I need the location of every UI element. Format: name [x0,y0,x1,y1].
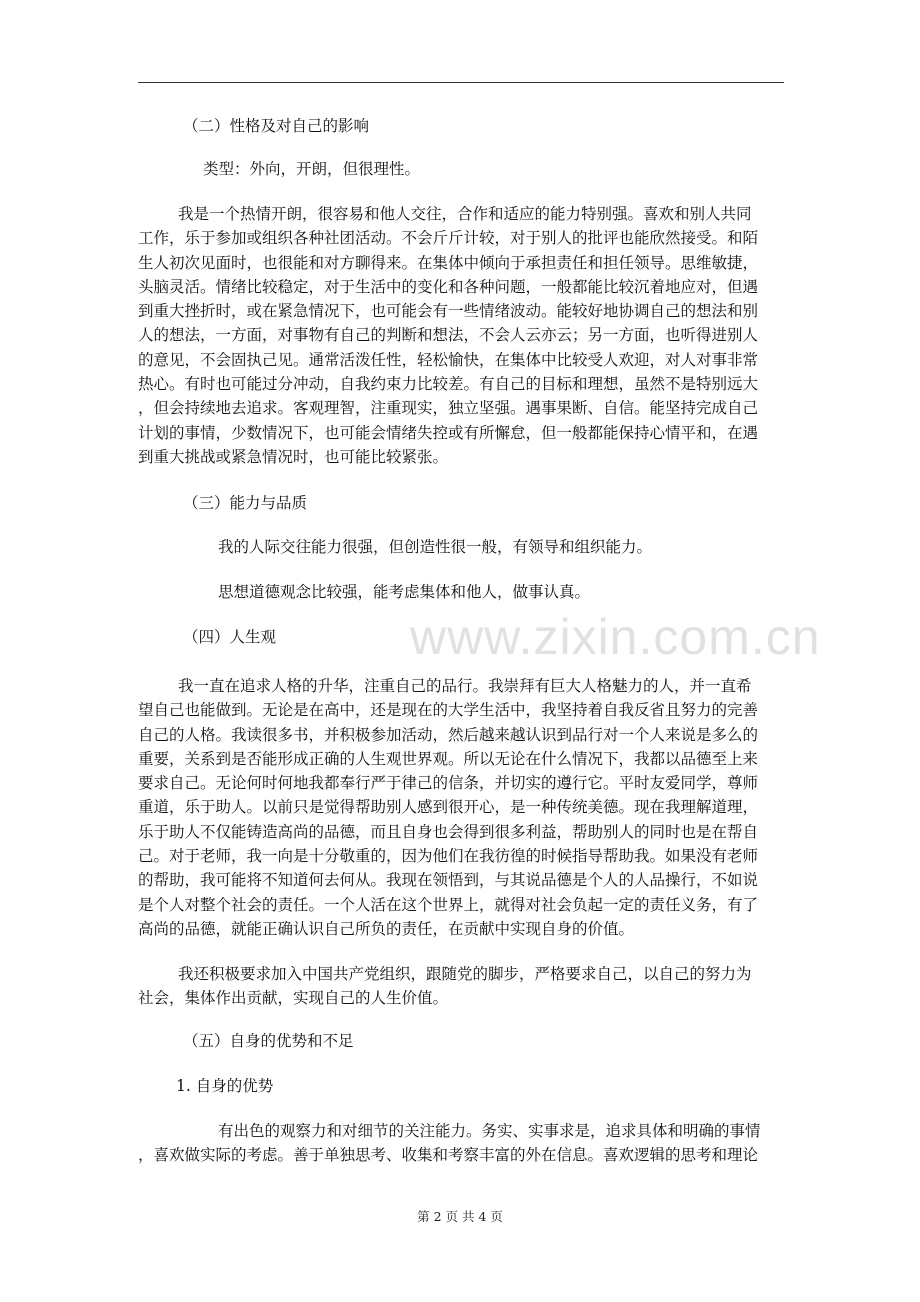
text-line: 社会，集体作出贡献，实现自己的人生价值。 [138,989,449,1008]
text-line: 我还积极要求加入中国共产党组织，跟随党的脚步，严格要求自己，以自己的努力为 [178,965,752,983]
outlook-paragraph-2 [138,962,784,1011]
text-line: 高尚的品德，就能正确认识自己所负的责任，在贡献中实现自身的价值。 [138,919,635,938]
text-line: 我是一个热情开朗，很容易和他人交往，合作和适应的能力特别强。喜欢和别人共同 [178,205,752,223]
ability-line-2: 思想道德观念比较强，能考虑集体和他人，做事认真。 [218,583,591,601]
text-line: 我一直在追求人格的升华，注重自己的品行。我崇拜有巨大人格魅力的人，并一直希 [178,677,752,695]
text-line: 要求自己。无论何时何地我都奉行严于律己的信条，并切实的遵行它。平时友爱同学，尊师 [138,774,759,793]
text-line: 望自己也能做到。无论是在高中，还是现在的大学生活中，我坚持着自我反省且努力的完善 [138,701,759,720]
text-line: 的帮助，我可能将不知道何去何从。我现在领悟到，与其说品德是个人的人品操行，不如说 [138,871,759,890]
text-line: 重道，乐于助人。以前只是觉得帮助别人感到很开心，是一种传统美德。现在我理解道理， [138,798,759,817]
personality-type: 类型：外向，开朗，但很理性。 [203,160,421,178]
watermark: www.zixin.com.cn [410,609,821,665]
header-rule [138,82,784,83]
personality-paragraph [138,202,784,469]
text-line: 是个人对整个社会的责任。一个人活在这个世界上，就得对社会负起一定的责任义务，有了 [138,895,759,914]
outlook-paragraph-1 [138,674,784,941]
text-line: 头脑灵活。情绪比较稳定，对于生活中的变化和各种问题，一般都能比较沉着地应对，但遇 [138,277,759,296]
text-line: ，喜欢做实际的考虑。善于单独思考、收集和考察丰富的外在信息。喜欢逻辑的思考和理论 [138,1146,759,1165]
text-line: 到重大挑战或紧急情况时，也可能比较紧张。 [138,447,449,466]
text-line: 重要，关系到是否能形成正确的人生观世界观。所以无论在什么情况下，我都以品德至上来 [138,749,759,768]
text-line: 乐于助人不仅能铸造高尚的品德，而且自身也会得到很多利益，帮助别人的同时也是在帮自 [138,822,759,841]
text-line: 工作，乐于参加或组织各种社团活动。不会斤斤计较，对于别人的批评也能欣然接受。和陌 [138,229,759,248]
text-line: 到重大挫折时，或在紧急情况下，也可能会有一些情绪波动。能较好地协调自己的想法和别 [138,302,759,321]
text-line: 热心。有时也可能过分冲动，自我约束力比较差。有自己的目标和理想，虽然不是特别远大 [138,375,759,394]
text-line: 生人初次见面时，也很能和对方聊得来。在集体中倾向于承担责任和担任领导。思维敏捷， [138,253,759,272]
ability-line-1: 我的人际交往能力很强，但创造性很一般，有领导和组织能力。 [218,538,653,556]
section-heading-personality: （二）性格及对自己的影响 [183,117,370,135]
text-line: 有出色的观察力和对细节的关注能力。务实、实事求是，追求具体和明确的事情 [218,1122,761,1140]
text-line: ，但会持续地去追求。客观理智，注重现实，独立坚强。遇事果断、自信。能坚持完成自己 [138,399,759,418]
page-footer: 第 2 页 共 4 页 [417,1209,503,1224]
section-heading-ability: （三）能力与品质 [183,494,308,512]
text-line: 人的想法，一方面，对事物有自己的判断和想法，不会人云亦云；另一方面，也听得进别人 [138,326,759,345]
text-line: 己。对于老师，我一向是十分敬重的，因为他们在我彷徨的时候指导帮助我。如果没有老师 [138,847,759,866]
section-heading-outlook: （四）人生观 [183,628,277,646]
text-line: 自己的人格。我读很多书，并积极参加活动，然后越来越认识到品行对一个人来说是多么的 [138,725,759,744]
text-line: 的意见，不会固执己见。通常活泼任性，轻松愉快，在集体中比较受人欢迎，对人对事非常 [138,350,759,369]
text-line: 计划的事情，少数情况下，也可能会情绪失控或有所懈怠，但一般都能保持心情平和，在遇 [138,423,759,442]
advantages-paragraph [138,1119,784,1168]
section-heading-strengths: （五）自身的优势和不足 [183,1032,354,1050]
subheading-advantages: 1. 自身的优势 [176,1077,274,1095]
